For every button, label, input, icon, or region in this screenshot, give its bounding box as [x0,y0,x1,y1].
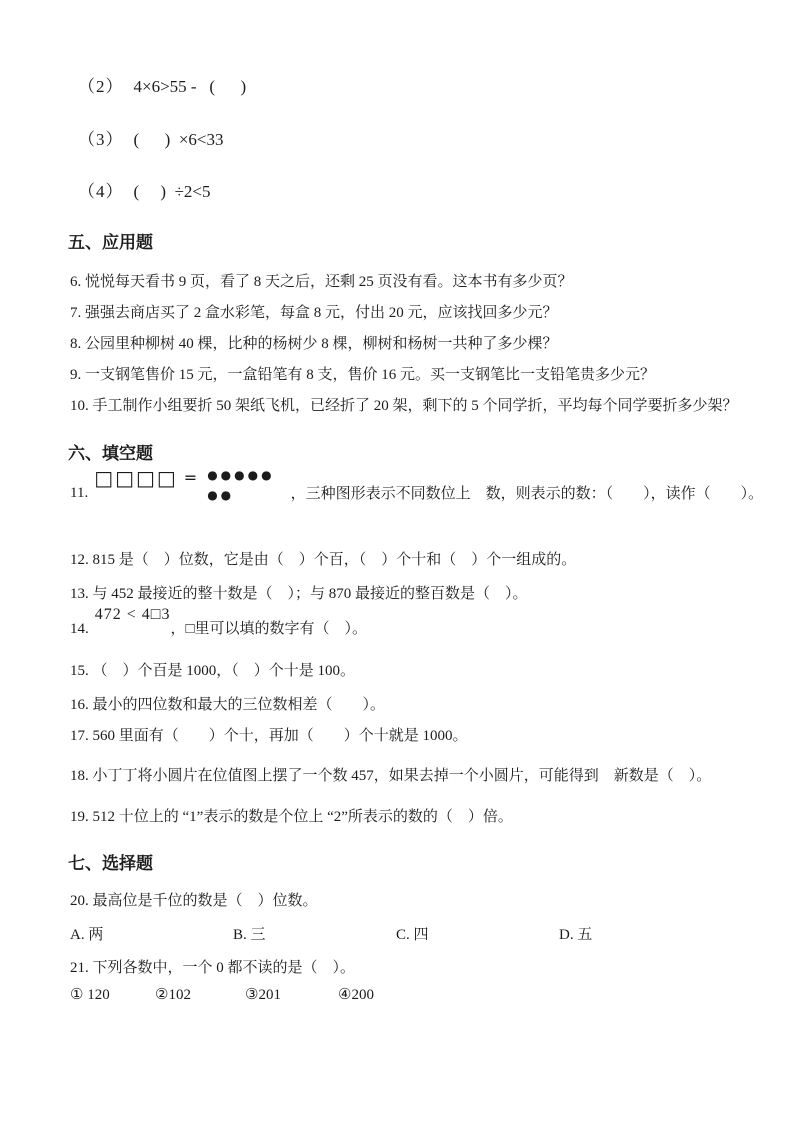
dots-bottom-row-icon: ●● [207,488,235,502]
problem-16: 16. 最小的四位数和最大的三位数相差（ ）。 [70,697,386,713]
inequality-item-2 [78,72,246,97]
option-3: ③201 [245,987,281,1003]
square-shapes-icon: □□□□ [94,466,178,490]
dot-shapes-group [207,469,274,501]
problem-21-options [70,985,374,1004]
inequality-expression: 4×6>55 - ( ) [133,77,247,96]
item-label: （2） [78,77,124,96]
option-2: ②102 [155,987,191,1003]
problem-9: 9. 一支钢笔售价 15 元，一盒铅笔有 8 支，售价 16 元。买一支钢笔比一支铅笔贵多少元？ [70,367,656,383]
option-4: ④200 [338,987,374,1003]
option-1: ① 120 [70,987,110,1003]
option-d: D. 五 [559,927,593,943]
option-a: A. 两 [70,927,104,943]
problem-10: 10. 手工制作小组要折 50 架纸飞机，已经折了 20 架，剩下的 5 个同学折，平均每个同学要折多少架？ [70,398,738,414]
inequality-item-4 [78,177,211,202]
section-title-multiple-choice: 七、选择题 [68,854,153,873]
problem-11-number: 11. [70,485,89,501]
problem-8: 8. 公园里种柳树 40 棵，比种的杨树少 8 棵，柳树和杨树一共种了多少棵？ [70,336,558,352]
section-title-applications: 五、应用题 [68,233,153,252]
problem-12: 12. 815 是（ ）位数，它是由（ ）个百，（ ）个十和（ ）个一组成的。 [70,552,577,568]
problem-14-number: 14. [70,621,89,637]
item-label: （3） [78,130,124,149]
inequality-expression: ( ) ÷2<5 [133,182,211,201]
problem-20-options [70,923,592,944]
item-label: （4） [78,182,124,201]
inequality-expression: ( ) ×6<33 [133,130,224,149]
problem-6: 6. 悦悦每天看书 9 页，看了 8 天之后，还剩 25 页没有看。这本书有多少页？ [70,274,573,290]
dots-top-row-icon: ●●●●● [207,468,275,482]
equals-sign: = [183,468,198,487]
problem-19: 19. 512 十位上的 “1”表示的数是个位上 “2”所表示的数的（ ）倍。 [70,809,513,825]
problem-14-expression: 472 < 4□3 [94,606,171,623]
problem-13: 13. 与 452 最接近的整十数是（ ）；与 870 最接近的整百数是（ ）。 [70,586,528,602]
section-title-fill-blanks: 六、填空题 [68,444,153,463]
problem-11-text: ，三种图形表示不同数位上 数，则表示的数：（ ），读作（ ）。 [290,486,764,502]
option-c: C. 四 [396,927,429,943]
problem-20: 20. 最高位是千位的数是（ ）位数。 [70,893,318,909]
problem-14 [70,606,367,638]
problem-11 [70,468,763,503]
inequality-item-3 [78,125,224,150]
problem-18: 18. 小丁丁将小圆片在位值图上摆了一个数 457，如果去掉一个小圆片，可能得到 新数是（ ）。 [70,768,712,784]
option-b: B. 三 [233,927,266,943]
problem-17: 17. 560 里面有（ ）个十，再加（ ）个十就是 1000。 [70,728,468,744]
problem-21: 21. 下列各数中，一个 0 都不读的是（ ）。 [70,960,356,976]
problem-14-text: ，□里可以填的数字有（ ）。 [170,621,367,637]
problem-7: 7. 强强去商店买了 2 盒水彩笔，每盒 8 元，付出 20 元，应该找回多少元？ [70,305,558,321]
problem-15: 15. （ ）个百是 1000，（ ）个十是 100。 [70,663,356,679]
